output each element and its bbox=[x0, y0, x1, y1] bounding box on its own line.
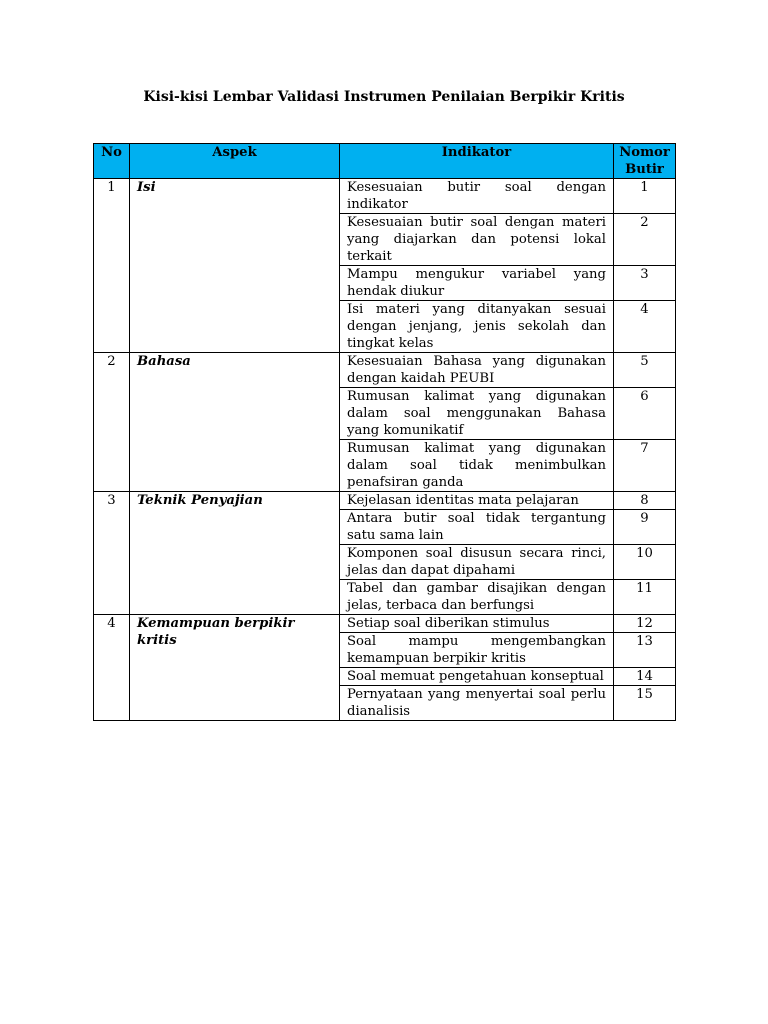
table-row bbox=[94, 179, 676, 214]
aspek-number: 2 bbox=[94, 353, 130, 492]
indikator-cell: Pernyataan yang menyertai soal perlu dianalisis bbox=[340, 686, 614, 721]
document-title: Kisi-kisi Lembar Validasi Instrumen Penilaian Berpikir Kritis bbox=[143, 89, 625, 105]
indikator-cell: Kesesuaian butir soal dengan materi yang diajarkan dan potensi lokal terkait bbox=[340, 214, 614, 266]
header-aspek: Aspek bbox=[130, 144, 340, 179]
table-header-row bbox=[94, 144, 676, 179]
nomor-butir-cell: 8 bbox=[614, 492, 676, 510]
aspek-name: Kemampuan berpikir kritis bbox=[130, 615, 340, 721]
nomor-butir-cell: 15 bbox=[614, 686, 676, 721]
aspek-number: 4 bbox=[94, 615, 130, 721]
nomor-butir-cell: 4 bbox=[614, 301, 676, 353]
aspek-name: Bahasa bbox=[130, 353, 340, 492]
indikator-cell: Mampu mengukur variabel yang hendak diukur bbox=[340, 266, 614, 301]
aspek-name: Isi bbox=[130, 179, 340, 353]
header-nomor-butir bbox=[614, 144, 676, 179]
nomor-butir-cell: 12 bbox=[614, 615, 676, 633]
nomor-butir-cell: 6 bbox=[614, 388, 676, 440]
nomor-butir-cell: 1 bbox=[614, 179, 676, 214]
indikator-cell: Soal mampu mengembangkan kemampuan berpikir kritis bbox=[340, 633, 614, 668]
indikator-cell: Kejelasan identitas mata pelajaran bbox=[340, 492, 614, 510]
nomor-butir-cell: 11 bbox=[614, 580, 676, 615]
indikator-cell: Kesesuaian butir soal dengan indikator bbox=[340, 179, 614, 214]
nomor-butir-cell: 2 bbox=[614, 214, 676, 266]
aspek-number: 3 bbox=[94, 492, 130, 615]
table-row bbox=[94, 353, 676, 388]
header-indikator: Indikator bbox=[340, 144, 614, 179]
indikator-cell: Tabel dan gambar disajikan dengan jelas, terbaca dan berfungsi bbox=[340, 580, 614, 615]
nomor-butir-cell: 9 bbox=[614, 510, 676, 545]
indikator-cell: Soal memuat pengetahuan konseptual bbox=[340, 668, 614, 686]
header-nomor-butir-line2: Butir bbox=[625, 162, 664, 177]
indikator-cell: Antara butir soal tidak tergantung satu sama lain bbox=[340, 510, 614, 545]
nomor-butir-cell: 14 bbox=[614, 668, 676, 686]
indikator-cell: Setiap soal diberikan stimulus bbox=[340, 615, 614, 633]
aspek-name: Teknik Penyajian bbox=[130, 492, 340, 615]
indikator-cell: Kesesuaian Bahasa yang digunakan dengan kaidah PEUBI bbox=[340, 353, 614, 388]
nomor-butir-cell: 3 bbox=[614, 266, 676, 301]
indikator-cell: Isi materi yang ditanyakan sesuai dengan jenjang, jenis sekolah dan tingkat kelas bbox=[340, 301, 614, 353]
table-row bbox=[94, 615, 676, 633]
indikator-cell: Rumusan kalimat yang digunakan dalam soal tidak menimbulkan penafsiran ganda bbox=[340, 440, 614, 492]
nomor-butir-cell: 5 bbox=[614, 353, 676, 388]
header-no: No bbox=[94, 144, 130, 179]
table-row bbox=[94, 492, 676, 510]
aspek-number: 1 bbox=[94, 179, 130, 353]
table-body bbox=[94, 179, 676, 721]
indikator-cell: Komponen soal disusun secara rinci, jelas dan dapat dipahami bbox=[340, 545, 614, 580]
indikator-cell: Rumusan kalimat yang digunakan dalam soal menggunakan Bahasa yang komunikatif bbox=[340, 388, 614, 440]
nomor-butir-cell: 13 bbox=[614, 633, 676, 668]
kisi-kisi-table bbox=[93, 143, 676, 721]
header-nomor-butir-line1: Nomor bbox=[619, 145, 670, 160]
nomor-butir-cell: 10 bbox=[614, 545, 676, 580]
nomor-butir-cell: 7 bbox=[614, 440, 676, 492]
